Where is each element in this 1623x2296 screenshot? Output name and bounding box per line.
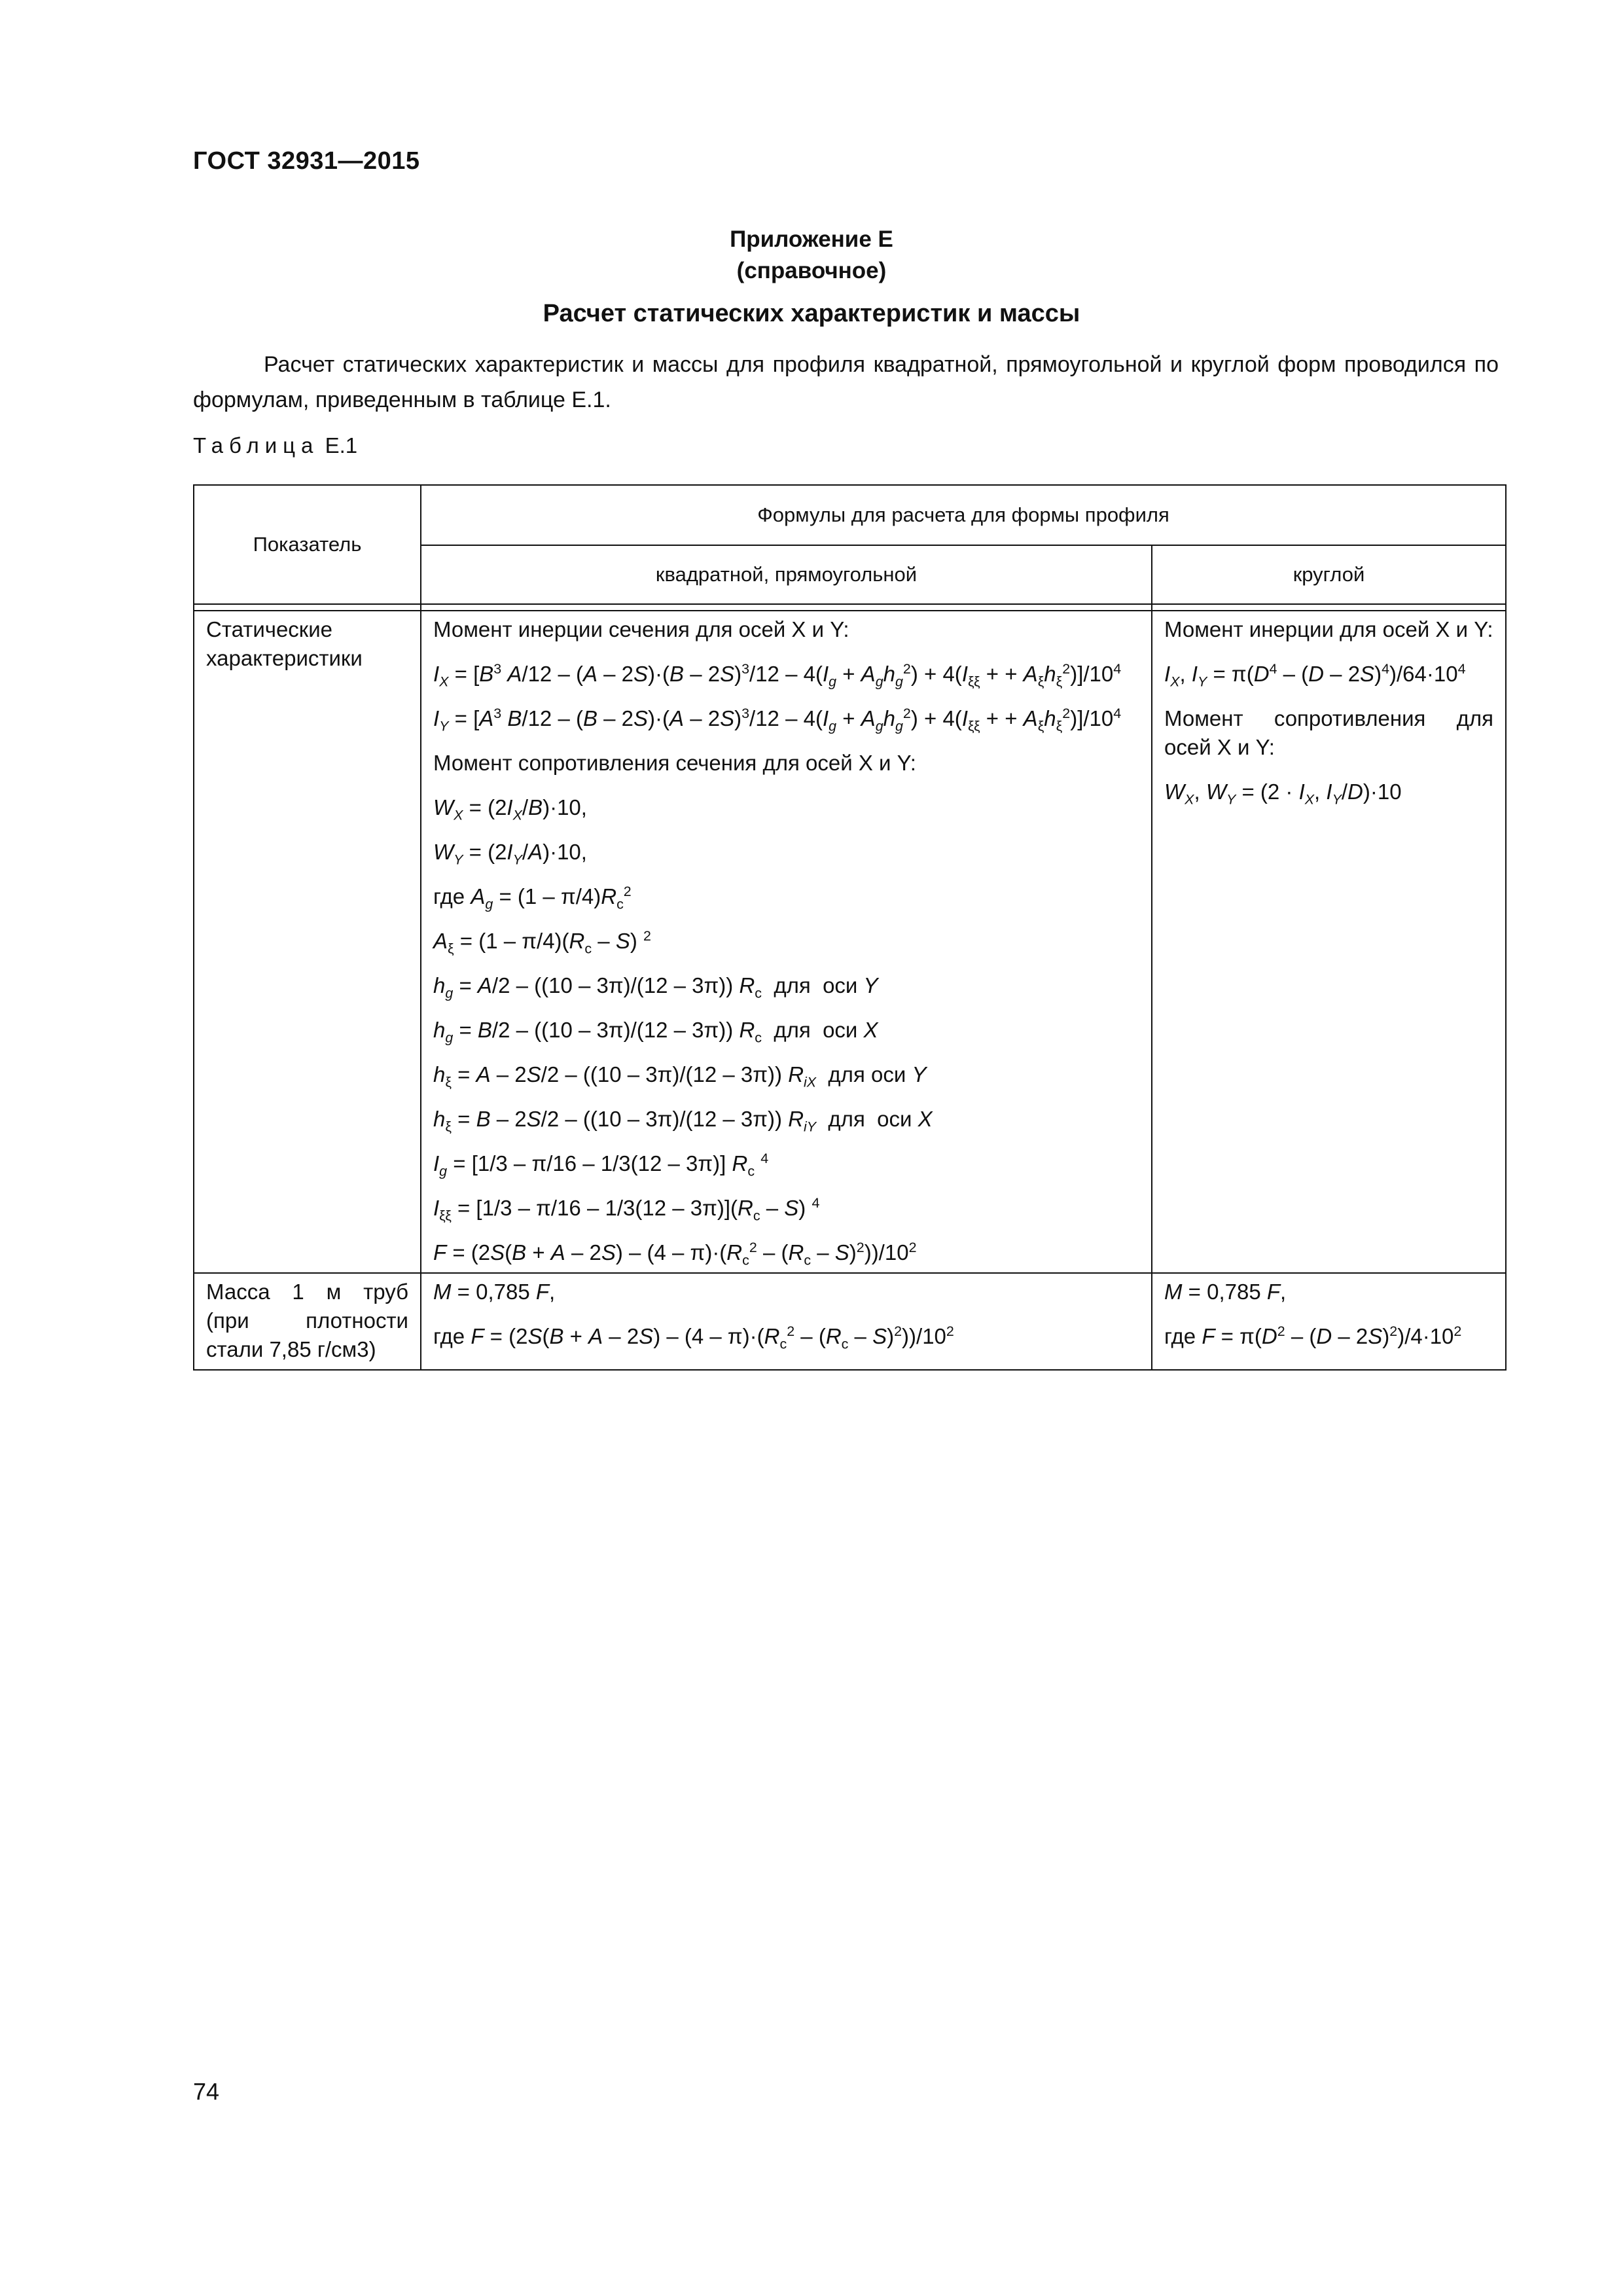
annex-heading — [0, 224, 1623, 287]
formula-ag: где $A_g = (1 - \pi/4)R_c^2$ — [433, 884, 632, 912]
formula-f-square-mass: где $F = (2S(B + A - 2S) - (4 - \pi)\cdot(R_c^2 - (R_c - S)^2))/10^2$ — [433, 1323, 954, 1352]
header-indicator: Показатель — [194, 485, 421, 604]
formula-axi: $A_\xi = (1 - \pi/4)(R_c - S)$ $^2$ — [433, 928, 651, 957]
intro-paragraph — [193, 347, 1499, 418]
row-mass-label-bound: Масса 1 м труб (при плотности стали 7,85 г/см3) — [206, 1280, 408, 1361]
formula-round-w: $W_X$, $W_Y = (2 \cdot I_X$, $I_Y/D)\cdot 10$ — [1164, 780, 1402, 808]
row-mass-square-formulas — [421, 1273, 1152, 1370]
table-row-mass — [194, 1273, 1506, 1370]
formula-f-square: $F = (2S(B + A - 2S) - (4 - \pi)\cdot(R_c^2 - (R_c - S)^2))/10^2$ — [433, 1240, 917, 1268]
header-square: квадратной, прямоугольной — [421, 545, 1152, 604]
row-mass-round-formulas — [1152, 1273, 1506, 1370]
row-static-label — [194, 611, 421, 1273]
formula-mass-square: M = 0,785 F, — [433, 1280, 556, 1304]
table-caption-prefix: Таблица — [193, 433, 319, 457]
formula-ix: $I_X = [B^3$ $A/12 - (A - 2S)\cdot(B - 2S)^3/12 - 4(I_g + A_gh_g^2) + 4(I_{\xi\xi}$ + + $A_\xi h_\xi^2)]/10^4$ — [433, 661, 1122, 690]
formula-hg-x: $h_g = B/2 - ((10 - 3\pi)/(12 - 3\pi))$ $R_c$ для оси X — [433, 1018, 878, 1046]
row-mass-label-text — [194, 1274, 420, 1369]
round-resistance-heading: Момент сопротивления для осей X и Y: — [1164, 706, 1493, 759]
formula-wx: $W_X = (2I_X/B)\cdot 10$, — [433, 795, 587, 823]
formula-round-i: $I_X$, $I_Y = \pi(D^4 - (D - 2S)^4)/64\cdot 10^4$ — [1164, 661, 1466, 690]
table-row-static — [194, 611, 1506, 1273]
formula-iy: $I_Y = [A^3$ $B/12 - (B - 2S)\cdot(A - 2S)^3/12 - 4(I_g + A_gh_g^2) + 4(I_{\xi\xi}$ + + $A_\xi h_\xi^2)]/10^4$ — [433, 706, 1122, 734]
formula-hg-y: $h_g = A/2 - ((10 - 3\pi)/(12 - 3\pi))$ $R_c$ для оси Y — [433, 973, 878, 1001]
formula-hxi-x: $h_\xi = B - 2S/2 - ((10 - 3\pi)/(12 - 3\pi))$ $R_{iY}$ для оси X — [433, 1107, 933, 1135]
formula-ixixi: $I_{\xi\xi} = [1/3 - \pi/16 - 1/3(12 - 3\pi)](R_c - S)$ $^4$ — [433, 1195, 820, 1224]
formula-ig: $I_g = [1/3 - \pi/16 - 1/3(12 - 3\pi)]$ $R_c$ $^4$ — [433, 1151, 769, 1179]
square-inertia-heading: Момент инерции сечения для осей X и Y: — [433, 617, 849, 641]
formula-hxi-y: $h_\xi = A - 2S/2 - ((10 - 3\pi)/(12 - 3\pi))$ $R_{iX}$ для оси Y — [433, 1062, 927, 1090]
page-number: 74 — [193, 2078, 220, 2105]
section-title: Расчет статических характеристик и массы — [543, 300, 1080, 327]
square-resistance-heading: Момент сопротивления сечения для осей X и Y: — [433, 751, 916, 775]
row-static-label-text: Статические характеристики — [206, 617, 363, 670]
row-mass-label — [194, 1273, 421, 1370]
standard-designation: ГОСТ 32931—2015 — [193, 147, 420, 175]
formula-wy: $W_Y = (2I_Y/A)\cdot 10$, — [433, 840, 587, 868]
row-static-round-formulas — [1152, 611, 1506, 1273]
table-caption — [193, 433, 357, 458]
row-static-square-formulas — [421, 611, 1152, 1273]
intro-text: Расчет статических характеристик и массы для профиля квадратной, прямоугольной и круглой форм проводился по формулам, приведенным в таблице Е.1. — [193, 352, 1499, 412]
formula-f-round: где $F = \pi(D^2 - (D - 2S)^2)/4\cdot 10^2$ — [1164, 1323, 1462, 1348]
round-inertia-heading: Момент инерции для осей X и Y: — [1164, 617, 1493, 641]
formula-mass-round: M = 0,785 F, — [1164, 1280, 1287, 1304]
annex-subtitle: (справочное) — [736, 258, 887, 283]
header-round: круглой — [1152, 545, 1506, 604]
header-formulas: Формулы для расчета для формы профиля — [421, 485, 1506, 545]
formulas-table — [193, 484, 1507, 1371]
table-caption-number: Е.1 — [325, 433, 358, 457]
annex-title: Приложение Е — [730, 226, 893, 252]
